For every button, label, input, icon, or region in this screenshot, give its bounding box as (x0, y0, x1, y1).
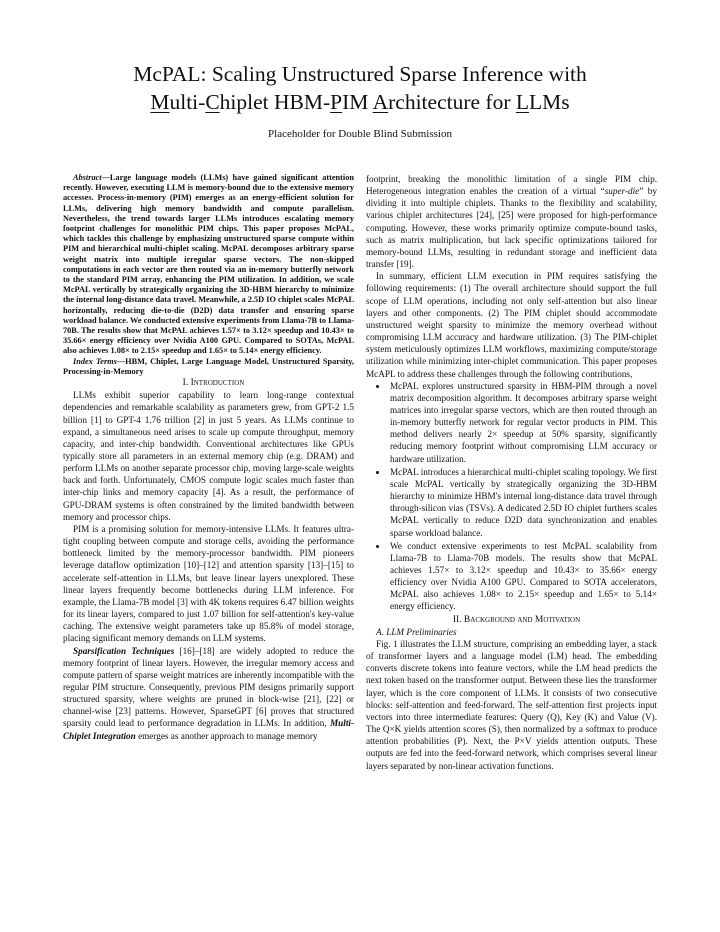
contribution-item: • McPAL introduces a hierarchical multi-chiplet scaling topology. We first scale McPAL vertically by strategically organizing the 3D-HBM hierarchy to minimize HBM's internal long-distance data travel through through-silicon vias (TSVs). A dedicated 2.5D IO chiplet furthers scales McPAL vertically to reduce D2D data synchronization and enables sparse workload balance. (388, 466, 657, 539)
author-line: Placeholder for Double Blind Submission (268, 128, 452, 140)
subsection-heading-llm-preliminaries: A. LLM Preliminaries (376, 626, 457, 637)
intro-paragraph-3: Sparsification Techniques [16]–[18] are widely adopted to reduce the memory footprint of linear layers. However, the irregular memory access and compute pattern of sparse weight matrices are inherently incompatible with the regular PIM structure. Consequently, previous PIM designs primarily support structured sparsity, where weights are pruned in block-wise [21], [22] or channel-wise [23] patterns. However, SparseGPT [6] proves that structured sparsity could lead to performance degradation in LLMs. In addition, Multi-Chiplet Integration emerges as another approach to manage memory (63, 645, 354, 741)
section-heading-introduction: I. Introduction (182, 378, 245, 389)
abstract: Abstract—Large language models (LLMs) have gained significant attention recently. However, executing LLM is memory-bound due to the extensive memory accesses. Process-in-memory (PIM) emerges as an energy-efficient solution for LLMs, delivering high memory bandwidth and compute parallelism. Nevertheless, the trend towards larger LLMs introduces escalating memory footprint challenges for monolithic PIM chips. This paper proposes McPAL, which tackles this challenge by emphasizing unstructured sparse compute within PIM and hierarchical multi-chiplet scaling. McPAL decomposes arbitrary sparse weight matrix into multiple irregular sparse vectors. The non-skipped computations in each vector are then routed via an in-memory butterfly network to the standard PIM array, enhancing the PIM utilization. In addition, we scale McPAL vertically by strategically organizing the 3D-HBM hierarchy to minimize the internal long-distance data travel. Meanwhile, a 2.5D IO chiplet scales McPAL horizontally, reducing die-to-die (D2D) data transfer and ensuring sparse workload balance. We conducted extensive experiments from Llama-7B to Llama-70B. The results show that McPAL achieves 1.57× to 3.12× speedup and 10.43× to 35.66× energy efficiency over Nvidia A100 GPU. Compared to SOTAs, McPAL also achieves 1.08× to 2.15× speedup and 1.65× to 5.14× energy efficiency. (63, 173, 354, 356)
contributions-list (366, 380, 657, 613)
intro-paragraph-2: PIM is a promising solution for memory-intensive LLMs. It features ultra-tight coupling between compute and storage cells, avoiding the performance bottleneck limited by the memory-processor bandwidth. PIM pioneers leverage dataflow optimization [10]–[12] and attention sparsity [13]–[15] to accelerate self-attention in LLMs, but leave linear layers unexplored. These linear layers frequently become bottlenecks during LLM inference. For example, the Llama-7B model [3] with 4K tokens requires 6.47 billion weights for its linear layers, compared to just 1.07 billion for self-attention's key-value caching. The extensive weight parameters take up 85.8% of model storage, placing significant memory demands on LLM systems. (63, 523, 354, 644)
section-heading-background: II. Background and Motivation (452, 614, 581, 625)
contribution-item: • We conduct extensive experiments to test McPAL scalability from Llama-7B to Llama-70B models. The results show that McPAL achieves 1.57× to 3.12× speedup and 10.43× to 35.66× energy efficiency over Nvidia A100 GPU. Compared to SOTA accelerators, McPAL also achieves 1.08× to 2.15× speedup and 1.65× to 5.14× energy efficiency. (388, 540, 657, 613)
right-column (366, 173, 657, 772)
background-paragraph-1: Fig. 1 illustrates the LLM structure, comprising an embedding layer, a stack of transformer layers and a language model (LM) head. The embedding converts discrete tokens into feature vectors, while the LM head predicts the next token based on the transformer output. Between these lies the transformer layer, which is the core component of LLMs. It consists of two consecutive blocks: self-attention and feed-forward. The self-attention first projects input vectors into three intermediate features: Query (Q), Key (K) and Value (V). The Q×K yields attention scores (S), then normalized by a softmax to produce attention probabilities (P). Next, the P×V yields attention outputs. These outputs are fed into the feed-forward network, which comprises several linear layers separated by non-linear activation functions. (366, 638, 657, 771)
paper-title (0, 60, 720, 116)
title-line-2: Multi-Chiplet HBM-PIM Architecture for LLMs (150, 90, 570, 114)
contribution-item: • McPAL explores unstructured sparsity in HBM-PIM through a novel matrix decomposition algorithm. It decomposes arbitrary sparse weight matrices into irregular sparse vectors, which are then routed through an in-memory butterfly network for regular vector products in PIM. This method delivers nearly 2× speedup at 50% sparsity, significantly reducing memory footprint without compromising LLM accuracy or hardware utilization. (388, 380, 657, 465)
left-column (63, 173, 354, 742)
title-line-1: McPAL: Scaling Unstructured Sparse Inference with (133, 62, 587, 86)
index-terms: Index Terms—HBM, Chiplet, Large Language Model, Unstructured Sparsity, Processing-in-Memory (63, 356, 355, 376)
intro-paragraph-5: In summary, efficient LLM execution in PIM requires satisfying the following requirements: (1) The overall architecture should support the full scope of LLM operations, including not only self-attention but also linear layers and other components. (2) The PIM chiplet should accommodate unstructured weight sparsity to minimize the memory overhead without compromising LLM accuracy and hardware utilization. (3) The PIM-chiplet system meticulously optimizes LLM workflows, maximizing compute/storage utilization while minimizing inter-chiplet communication. This paper proposes McAPL to address these challenges through the following contributions, (366, 271, 657, 379)
intro-paragraph-4: footprint, breaking the monolithic limitation of a single PIM chip. Heterogeneous integration enables the creation of a virtual “super-die” by dividing it into multiple chiplets. Thanks to the flexibility and scalability, various chiplet architectures [24], [25] were proposed for high-performance computing. However, these works primarily optimize compute-bound tasks, such as matrix multiplication, but lack specific optimizations tailored for memory-bound LLMs, resulting in redundant storage and inefficient data transfer [19]. (366, 174, 657, 270)
intro-paragraph-1: LLMs exhibit superior capability to learn long-range contextual dependencies and remarkable scalability as parameters grew, from GPT-2 1.5 billion [1] to GPT-4 1.76 trillion [2] in just 5 years. As LLMs continue to expand, a simultaneous need arises to scale up compute throughput, memory capacity, and inter-chip bandwidth. Conventional architectures like GPUs typically store all parameters in an external memory chip (e.g. DRAM) and perform LLMs on another separate processor chip, moving large-scale weights back and forth. Unfortunately, CMOS compute logic scales much faster than inter-chip links and memory capacity [4]. As a result, the performance of GPU-DRAM systems is often constrained by the limited bandwidth between memory and processor chips. (63, 390, 354, 522)
